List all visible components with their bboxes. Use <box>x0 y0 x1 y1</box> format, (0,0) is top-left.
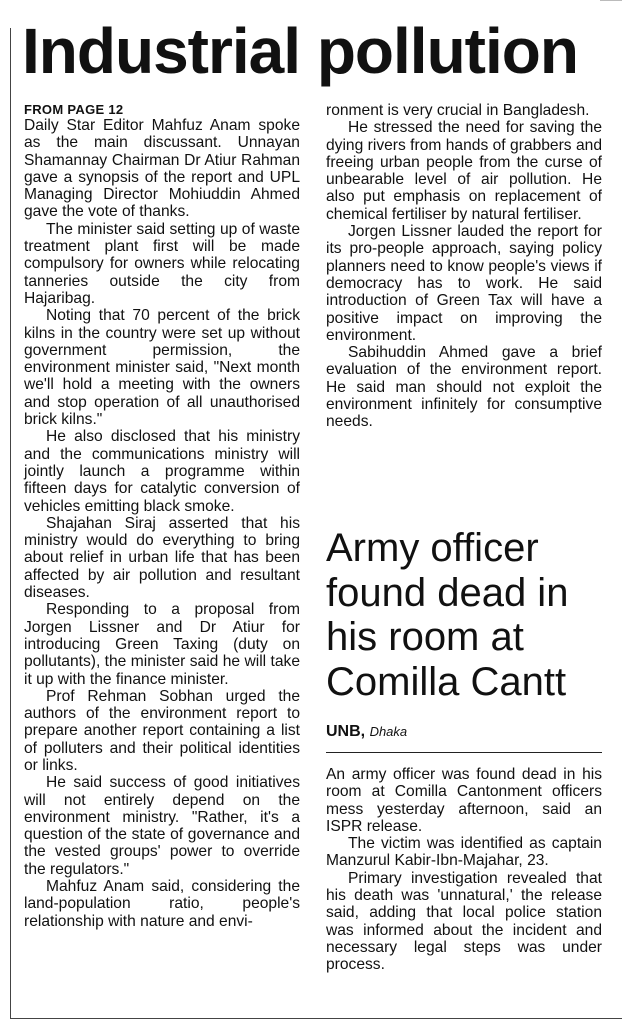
paragraph: Prof Rehman Sobhan urged the authors of the environment report to prepare another report containing a list of polluters and their political identities or links. <box>24 687 300 774</box>
continued-from-label: FROM PAGE 12 <box>24 102 124 117</box>
paragraph: Sabihuddin Ahmed gave a brief evaluation of the environment report. He said man should not exploit the environment infinitely for consumptive needs. <box>326 344 602 431</box>
column-rule-left <box>10 28 11 1018</box>
paragraph: He also disclosed that his ministry and the communications ministry will jointly launch a programme within fifteen days for catalytic conversion of vehicles emitting black smoke. <box>24 428 300 515</box>
paragraph: Responding to a proposal from Jorgen Lissner and Dr Atiur for introducing Green Taxing (duty on pollutants), the minister said he will take it up with the finance minister. <box>24 601 300 688</box>
paragraph: Mahfuz Anam said, considering the land-population ratio, people's relationship with nature and envi- <box>24 878 300 930</box>
second-story-body <box>326 766 602 974</box>
paragraph: The minister said setting up of waste treatment plant first will be made compulsory for owners while relocating tanneries outside the city from Hajaribag. <box>24 220 300 307</box>
second-story-headline: Army officer found dead in his room at Comilla Cantt <box>326 526 569 704</box>
paragraph: Noting that 70 percent of the brick kilns in the country were set up without government permission, the environment minister said, "Next month we'll hold a meeting with the owners and stop operation of all unauthorised brick kilns." <box>24 307 300 429</box>
paragraph: He stressed the need for saving the dying rivers from hands of grabbers and freeing urban people from the curse of unbearable level of air pollution. He also put emphasis on replacement of chemical fertiliser by natural fertiliser. <box>326 119 602 223</box>
byline-rule <box>326 752 602 753</box>
paragraph: An army officer was found dead in his room at Comilla Cantonment officers mess yesterday afternoon, said an ISPR release. <box>326 766 602 835</box>
byline-city: Dhaka <box>369 724 408 739</box>
paragraph: Daily Star Editor Mahfuz Anam spoke as the main discussant. Unnayan Shamannay Chairman Dr Atiur Rahman gave a synopsis of the report and UPL Managing Director Mohiuddin Ahmed gave the vote of thanks. <box>24 117 300 221</box>
paragraph: ronment is very crucial in Bangladesh. <box>326 102 590 119</box>
paragraph: He said success of good initiatives will not entirely depend on the environment ministry. "Rather, it's a question of the state of governance and the vested groups' power to override the regulators." <box>24 774 300 878</box>
top-corner-rule <box>600 0 622 1</box>
byline <box>326 722 407 742</box>
bottom-rule <box>10 1018 622 1019</box>
paragraph: Shajahan Siraj asserted that his ministry would do everything to bring about relief in urban life that has been affected by air pollution and resultant diseases. <box>24 514 300 602</box>
main-story-right-column <box>326 102 602 431</box>
byline-agency: UNB, <box>326 723 366 740</box>
main-story-left-column <box>24 102 300 930</box>
paragraph: Jorgen Lissner lauded the report for its pro-people approach, saying policy planners need to know people's views if democracy has to work. He said introduction of Green Tax will have a positive impact on improving the environment. <box>326 223 602 344</box>
paragraph: The victim was identified as captain Manzurul Kabir-Ibn-Majahar, 23. <box>326 835 602 870</box>
page-headline: Industrial pollution <box>22 15 578 87</box>
paragraph: Primary investigation revealed that his death was 'unnatural,' the release said, adding that local police station was informed about the incident and necessary legal steps was under process. <box>326 869 602 974</box>
